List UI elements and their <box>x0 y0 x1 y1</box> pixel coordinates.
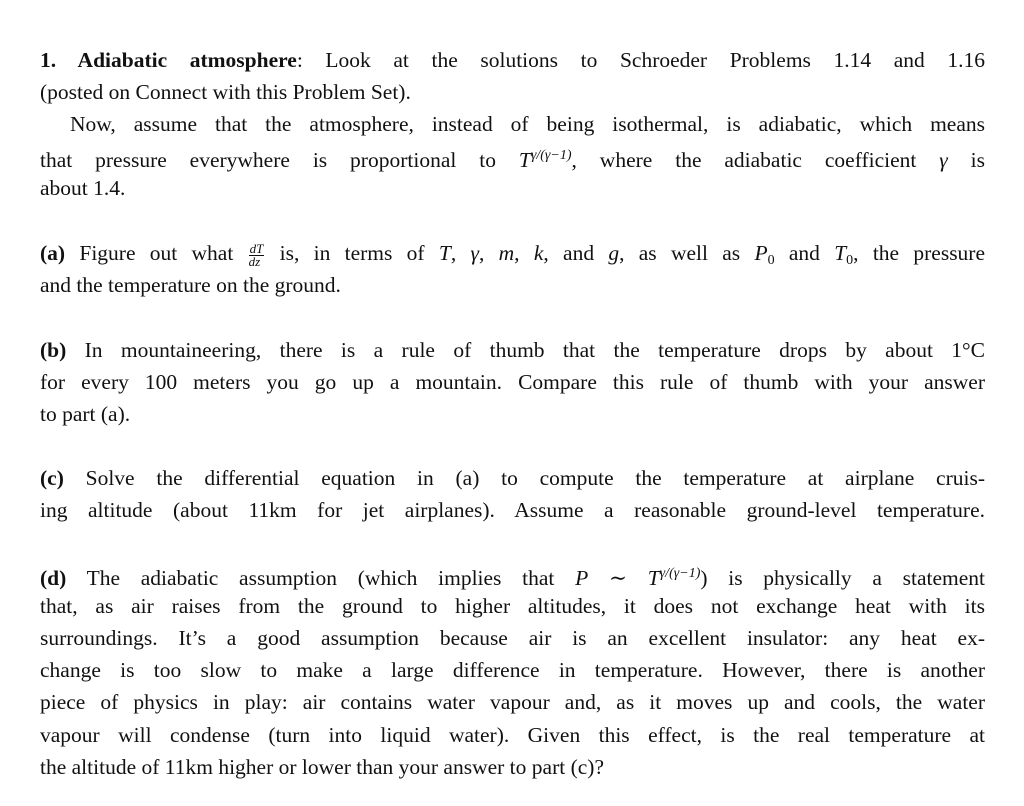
math-symbol: T <box>518 148 531 173</box>
text-line <box>40 76 985 108</box>
text: : Look at the solutions to Schroeder Problems 1.14 and 1.16 <box>296 48 986 72</box>
text: The adiabatic assumption (which implies that <box>66 566 576 590</box>
math-symbol: T <box>834 241 847 265</box>
text-line <box>40 237 985 269</box>
text-line <box>40 494 985 526</box>
text: (posted on Connect with this Problem Set). <box>40 80 411 105</box>
math-symbol: γ <box>470 241 479 265</box>
text: that pressure everywhere is proportional to <box>40 148 519 173</box>
text-line <box>40 590 985 622</box>
text: Solve the differential equation in (a) to compute the temperature at airplane cruis- <box>63 466 985 490</box>
text: ∼ <box>588 566 648 590</box>
math-symbol: k <box>533 241 544 265</box>
text: change is too slow to make a large difference in temperature. However, there is another <box>40 658 985 683</box>
fraction-denominator: dz <box>248 253 261 269</box>
text-line <box>40 398 985 430</box>
text: about 1.4. <box>40 176 126 201</box>
text: the altitude of 11km higher or lower than your answer to part (c)? <box>40 754 604 779</box>
text-line <box>70 108 985 140</box>
math-symbol: m <box>498 241 515 265</box>
math-symbol: P <box>754 241 768 265</box>
text: , and <box>543 241 609 265</box>
text: ) is physically a statement <box>700 566 986 590</box>
text: for every 100 meters you go up a mountain. Compare this rule of thumb with your answer <box>40 370 985 395</box>
bold-label: (a) <box>40 241 66 265</box>
text-line <box>40 462 985 494</box>
text-line <box>40 719 985 751</box>
text: , <box>514 241 534 265</box>
text: , the pressure <box>853 241 986 265</box>
text: and <box>774 241 835 265</box>
text: , as well as <box>619 241 755 265</box>
text-line <box>40 686 985 718</box>
math-symbol: T <box>647 566 660 590</box>
text: that, as air raises from the ground to higher altitudes, it does not exchange heat with its <box>40 594 985 619</box>
text: piece of physics in play: air contains water vapour and, as it moves up and cools, the water <box>40 690 985 715</box>
text: In mountaineering, there is a rule of thumb that the temperature drops by about 1°C <box>66 338 985 362</box>
math-symbol: γ/(γ−1) <box>659 566 701 581</box>
text: surroundings. It’s a good assumption because air is an excellent insulator: any heat ex- <box>40 626 985 651</box>
bold-label: 1. Adiabatic atmosphere <box>40 48 297 72</box>
text-line <box>40 334 985 366</box>
text: and the temperature on the ground. <box>40 273 341 298</box>
text: , where the adiabatic coefficient <box>571 148 940 173</box>
text: vapour will condense (turn into liquid water). Given this effect, is the real temperature at <box>40 722 985 747</box>
text-line <box>40 140 985 172</box>
text: , <box>478 241 499 265</box>
text-line <box>40 44 985 76</box>
text: Figure out what <box>65 241 248 265</box>
text: to part (a). <box>40 402 131 427</box>
bold-label: (c) <box>40 466 64 490</box>
text: Now, assume that the atmosphere, instead of being isothermal, is adiabatic, which means <box>70 112 985 137</box>
text: , <box>450 241 471 265</box>
text-line <box>40 654 985 686</box>
fraction-numerator: dT <box>249 240 264 256</box>
text: is, in terms of <box>265 241 439 265</box>
math-symbol: γ <box>939 148 948 173</box>
math-symbol: P <box>575 566 589 590</box>
text-line <box>40 751 985 783</box>
text: ing altitude (about 11km for jet airplanes). Assume a reasonable ground-level temperature. <box>40 498 985 523</box>
text-line <box>40 622 985 654</box>
math-symbol: γ/(γ−1) <box>530 148 572 164</box>
fraction <box>248 240 265 269</box>
text-line <box>40 558 985 590</box>
text: is <box>947 148 985 173</box>
bold-label: (b) <box>40 338 67 362</box>
math-symbol: g <box>608 241 620 265</box>
bold-label: (d) <box>40 566 67 590</box>
text-line <box>40 172 985 204</box>
math-symbol: 0 <box>846 253 854 268</box>
text-line <box>40 366 985 398</box>
text-line <box>40 269 985 301</box>
math-symbol: T <box>438 241 451 265</box>
math-symbol: 0 <box>767 253 775 268</box>
